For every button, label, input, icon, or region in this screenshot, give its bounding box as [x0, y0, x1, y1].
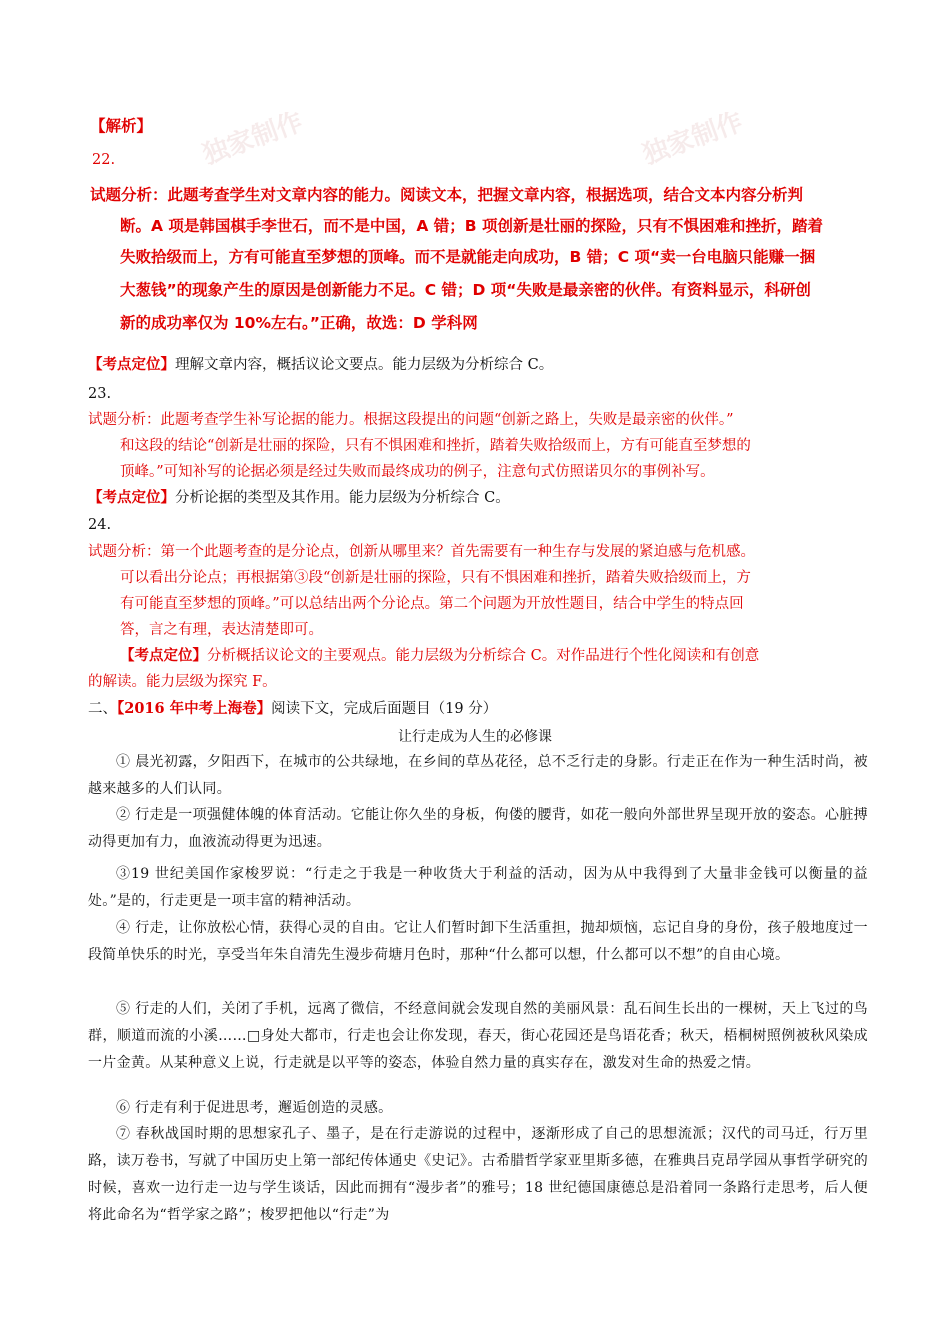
q24-number: 24.: [88, 517, 112, 533]
q22-line-4: 大葱钱”的现象产生的原因是创新能力不足。C 错；D 项“失败是最亲密的伙伴。有资料显示，科研创: [120, 281, 811, 299]
section-2-source: 【2016 年中考上海卷】: [117, 700, 272, 717]
article-title: 让行走成为人生的必修课: [398, 729, 552, 745]
q23-number: 23.: [88, 386, 112, 402]
q22-line-1: 试题分析：此题考查学生对文章内容的能力。阅读文本，把握文章内容，根据选项，结合文本内容分析判: [90, 186, 804, 204]
watermark-left: 独家制作: [198, 106, 307, 171]
q24-line-3: 有可能直至梦想的顶峰。”可以总结出两个分论点。第二个问题为开放性题目，结合中学生的特点回: [120, 596, 744, 612]
q22-point: [88, 355, 553, 375]
q23-point: [88, 488, 510, 508]
article-paragraph-5: ⑤ 行走的人们，关闭了手机，远离了微信，不经意间就会发现自然的美丽风景：乱石间生长出的一棵树，天上飞过的鸟群，顺道而流的小溪……□身处大都市，行走也会让你发现，春天，街心花园还是鸟语花香；秋天，梧桐树照例被秋风染成一片金黄。从某种意义上说，行走就是以平等的姿态，体验自然力量的真实存在，激发对生命的热爱之情。: [88, 1001, 868, 1071]
q22-point-text: 理解文章内容，概括议论文要点。能力层级为分析综合 C。: [175, 357, 554, 373]
article-paragraph-4: ④ 行走，让你放松心情，获得心灵的自由。它让人们暂时卸下生活重担，抛却烦恼，忘记自身的身份，孩子般地度过一段简单快乐的时光，享受当年朱自清先生漫步荷塘月色时，那种“什么都可以想，什么都可以不想”的自由心境。: [88, 920, 868, 963]
section-2-prefix: 二、: [88, 701, 117, 717]
q22-line-3: 失败拾级而上，方有可能直至梦想的顶峰。而不是就能走向成功，B 错；C 项“卖一台电脑只能赚一捆: [120, 248, 816, 266]
article-paragraph-7: ⑦ 春秋战国时期的思想家孔子、墨子，是在行走游说的过程中，逐渐形成了自己的思想流派；汉代的司马迁，行万里路，读万卷书，写就了中国历史上第一部纪传体通史《史记》。古希腊哲学家亚里斯多德，在雅典吕克昂学园从事哲学研究的时候，喜欢一边行走一边与学生谈话，因此而拥有“漫步者”的雅号；18 世纪德国康德总是沿着同一条路行走思考，后人便将此命名为“哲学家之路”；梭罗把他以“行走”为: [88, 1126, 868, 1223]
q23-line-2: 和这段的结论“创新是壮丽的探险，只有不惧困难和挫折，踏着失败拾级而上，方有可能直至梦想的: [120, 438, 751, 454]
q24-line-4: 答，言之有理，表达清楚即可。: [120, 622, 323, 638]
watermark-right: 独家制作: [638, 106, 747, 171]
q23-point-label: 【考点定位】: [88, 489, 175, 506]
q24-point-line-2: 的解读。能力层级为探究 F。: [88, 674, 277, 690]
q22-point-label: 【考点定位】: [88, 356, 175, 373]
article-paragraph-6: ⑥ 行走有利于促进思考，邂逅创造的灵感。: [116, 1100, 393, 1116]
q24-point-line-1: 分析概括议论文的主要观点。能力层级为分析综合 C。对作品进行个性化阅读和有创意: [207, 648, 760, 664]
q23-point-text: 分析论据的类型及其作用。能力层级为分析综合 C。: [175, 490, 510, 506]
q22-line-5: 新的成功率仅为 10%左右。”正确，故选：D 学科网: [120, 314, 478, 332]
q24-point: [120, 646, 759, 666]
section-2-instruction: 阅读下文，完成后面题目（19 分）: [271, 701, 498, 717]
q24-point-label: 【考点定位】: [120, 647, 207, 664]
q24-line-1: 试题分析：第一个此题考查的是分论点，创新从哪里来？首先需要有一种生存与发展的紧迫感与危机感。: [88, 544, 755, 560]
q24-line-2: 可以看出分论点；再根据第③段“创新是壮丽的探险，只有不惧困难和挫折，踏着失败拾级而上，方: [120, 570, 751, 586]
q23-line-1: 试题分析：此题考查学生补写论据的能力。根据这段提出的问题“创新之路上，失败是最亲密的伙伴。”: [88, 412, 734, 428]
q22-number: 22.: [92, 152, 116, 168]
article-paragraph-3: ③19 世纪美国作家梭罗说：“行走之于我是一种收货大于利益的活动，因为从中我得到了大量非金钱可以衡量的益处。”是的，行走更是一项丰富的精神活动。: [88, 866, 868, 909]
article-paragraph-1: ① 晨光初露，夕阳西下，在城市的公共绿地，在乡间的草丛花径，总不乏行走的身影。行走正在作为一种生活时尚，被越来越多的人们认同。: [88, 754, 868, 797]
q23-line-3: 顶峰。”可知补写的论据必须是经过失败而最终成功的例子，注意句式仿照诺贝尔的事例补写。: [120, 464, 715, 480]
analysis-header: 【解析】: [90, 117, 153, 135]
section-2-heading: [88, 699, 497, 719]
article-paragraph-2: ② 行走是一项强健体魄的体育活动。它能让你久坐的身板，佝偻的腰背，如花一般向外部世界呈现开放的姿态。心脏搏动得更加有力，血液流动得更为迅速。: [88, 807, 868, 850]
q22-line-2: 断。A 项是韩国棋手李世石，而不是中国，A 错；B 项创新是壮丽的探险，只有不惧困难和挫折，踏着: [120, 217, 823, 235]
